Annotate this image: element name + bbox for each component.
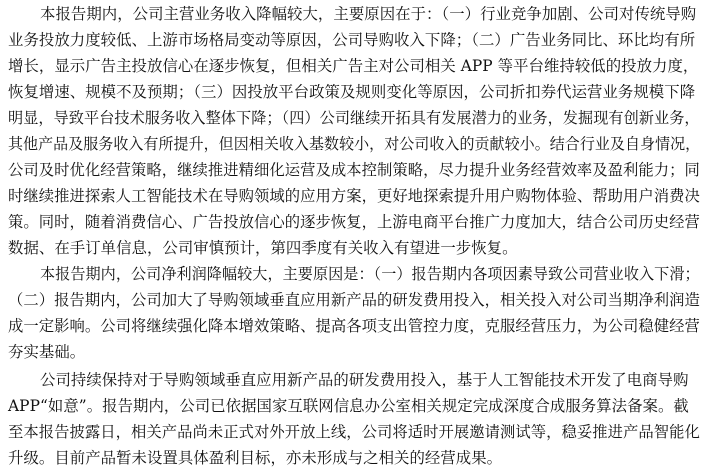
text-line: 至本报告披露日，相关产品尚未正式对外开放上线，公司将适时开展邀请测试等，稳妥推进产品智能化 [8, 423, 700, 441]
text-line: 本报告期内，公司净利润降幅较大，主要原因是：（一）报告期内各项因素导致公司营业收入下滑； [40, 265, 700, 283]
text-line: 数据、在手订单信息，公司审慎预计，第四季度有关收入有望进一步恢复。 [8, 239, 518, 257]
text-line: 本报告期内，公司主营业务收入降幅较大，主要原因在于：（一）行业竞争加剧、公司对传统导购 [40, 5, 697, 23]
text-line: 恢复增速、规模不及预期；（三）因投放平台政策及规则变化等原因，公司折扣券代运营业务规模下降 [8, 83, 696, 101]
text-line: 公司持续保持对于导购领域垂直应用新产品的研发费用投入，基于人工智能技术开发了电商导购 [40, 371, 689, 389]
text-line: （二）报告期内，公司加大了导购领域垂直应用新产品的研发费用投入，相关投入对公司当期净利润造 [8, 291, 700, 309]
text-line: 增长，显示广告主投放信心在逐步恢复，但相关广告主对公司相关 APP 等平台维持较低的投放力度， [8, 57, 699, 75]
text-line: 成一定影响。公司将继续强化降本增效策略、提高各项支出管控力度，克服经营压力，为公司稳健经营 [8, 317, 700, 335]
text-line: 夯实基础。 [8, 343, 86, 361]
text-line: 公司及时优化经营策略，继续推进精细化运营及成本控制策略，尽力提升业务经营效率及盈利能力；同 [8, 161, 700, 179]
text-line: APP“如意”。报告期内，公司已依据国家互联网信息办公室相关规定完成深度合成服务算法备案。截 [8, 397, 689, 415]
text-line: 明显，导致平台技术服务收入整体下降；（四）公司继续开拓具有发展潜力的业务，发掘现有创新业务， [8, 109, 700, 127]
text-line: 其他产品及服务收入有所提升，但因相关收入基数较小，对公司收入的贡献较小。结合行业及自身情况， [8, 135, 701, 153]
text-line: 升级。目前产品暂未设置具体盈利目标，亦未形成与之相关的经营成果。 [8, 449, 503, 467]
text-line: 业务投放力度较低、上游市场格局变动等原因，公司导购收入下降；（二）广告业务同比、环比均有所 [8, 31, 696, 49]
text-line: 时继续推进探索人工智能技术在导购领域的应用方案，更好地探索提升用户购物体验、帮助用户消费决 [8, 187, 700, 205]
text-line: 策。同时，随着消费信心、广告投放信心的逐步恢复，上游电商平台推广力度加大，结合公司历史经营 [8, 213, 700, 231]
